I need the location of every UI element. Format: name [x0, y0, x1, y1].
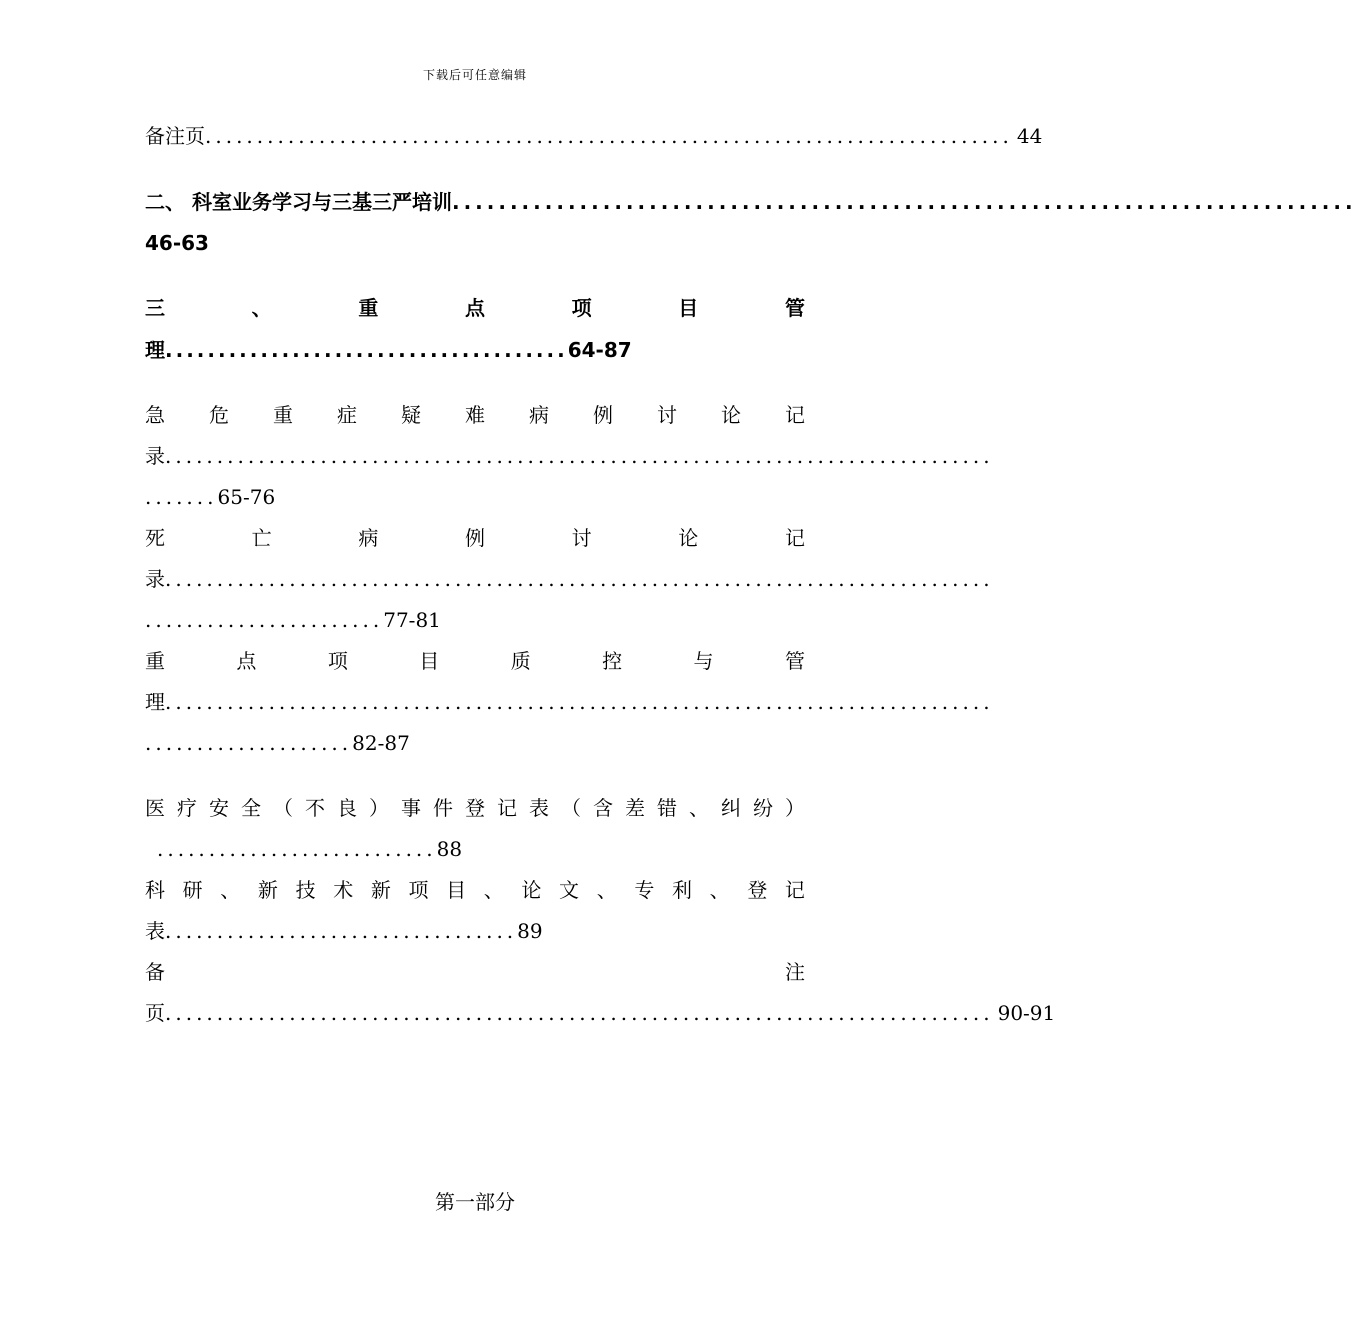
toc-entry-title: 备注页: [145, 124, 205, 148]
toc-entry-continuation: 理......................................64-87: [145, 338, 632, 362]
toc-entry-notes-2: 备 注: [145, 960, 805, 984]
toc-page-number: 65-76: [217, 485, 276, 509]
toc-page-number: 89: [517, 919, 543, 943]
toc-page-number: 46-63: [145, 231, 209, 255]
toc-page-number: 82-87: [352, 731, 410, 755]
toc-entry-continuation: 表..................................89: [145, 919, 543, 943]
toc-entry-death-cases: 死 亡 病 例 讨 论 记: [145, 526, 805, 550]
toc-entry-continuation: ...........................88: [157, 837, 463, 861]
toc-entry-continuation: 录 ................................................................................: [145, 444, 994, 468]
toc-entry-safety-events: 医 疗 安 全 （ 不 良 ） 事 件 登 记 表 （ 含 差 错 、 纠 纷 ）: [145, 796, 805, 820]
toc-entry-continuation: .......65-76: [145, 485, 276, 509]
toc-entry-notes: 备注页 .............................................................................. 44: [145, 124, 1043, 148]
toc-entry-training: 二、 科室业务学习与三基三严培训 ..............................................................................: [145, 190, 1357, 214]
toc-entry-continuation: .......................77-81: [145, 608, 441, 632]
toc-entry-continuation: ....................82-87: [145, 731, 410, 755]
toc-entry-critical-cases: 急 危 重 症 疑 难 病 例 讨 论 记: [145, 403, 805, 427]
toc-entry-title: 二、 科室业务学习与三基三严培训: [145, 190, 452, 214]
toc-page-number: 88: [436, 837, 463, 861]
toc-entry-continuation: 理 ................................................................................: [145, 690, 994, 714]
toc-page-number: 90-91: [997, 1001, 1056, 1025]
section-heading: 第一部分: [435, 1190, 515, 1214]
page-header: 下载后可任意编辑: [422, 68, 527, 82]
toc-entry-quality-control: 重 点 项 目 质 控 与 管: [145, 649, 805, 673]
toc-page-number: 44: [1016, 124, 1043, 148]
toc-page-number: 77-81: [383, 608, 441, 632]
toc-entry-continuation: 录 ................................................................................: [145, 567, 994, 591]
toc-page-number: 64-87: [567, 338, 632, 362]
toc-entry-continuation: 页 ................................................................................ 90-91: [145, 1001, 1056, 1025]
toc-entry-research: 科 研 、 新 技 术 新 项 目 、 论 文 、 专 利 、 登 记: [145, 878, 805, 902]
toc-entry-key-projects: 三 、 重 点 项 目 管: [145, 296, 805, 320]
